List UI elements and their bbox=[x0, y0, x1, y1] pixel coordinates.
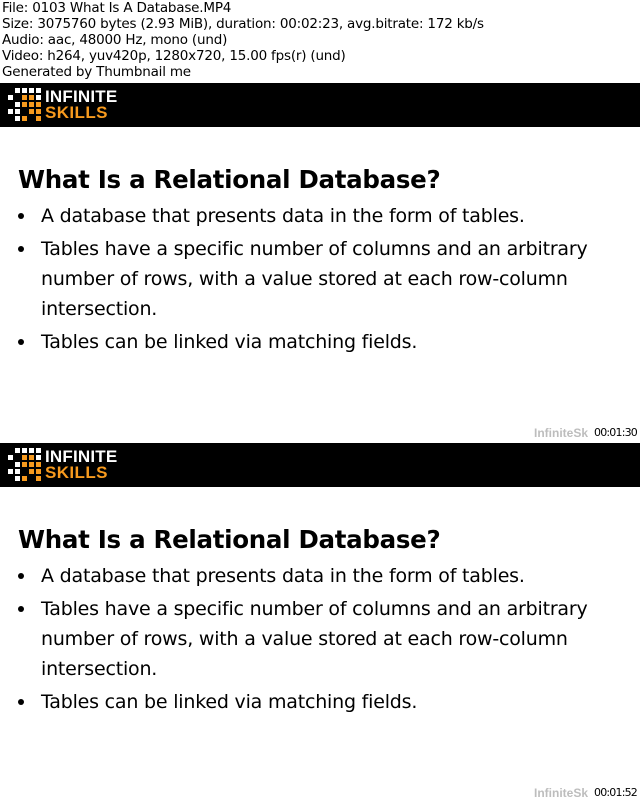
bullet-text: A database that presents data in the form of tables. bbox=[41, 205, 525, 227]
bullet-list bbox=[18, 201, 618, 360]
logo-text-skills: SKILLS bbox=[45, 463, 108, 482]
logo-grid-square bbox=[36, 95, 41, 100]
file-size-text: Size: 3075760 bytes (2.93 MiB), duration: 00:02:23, avg.bitrate: 172 kb/s bbox=[2, 16, 484, 32]
watermark-text: InfiniteSk bbox=[534, 786, 589, 800]
logo-grid-square bbox=[8, 469, 13, 474]
logo-grid-square bbox=[22, 88, 27, 93]
logo-grid-square bbox=[22, 116, 27, 121]
bullet-item bbox=[18, 561, 618, 591]
logo-grid-square bbox=[29, 448, 34, 453]
infinite-skills-logo bbox=[8, 87, 148, 123]
timestamp-text: 00:01:30 bbox=[594, 426, 638, 439]
timestamp-text: 00:01:52 bbox=[594, 786, 638, 799]
logo-grid-square bbox=[29, 102, 34, 107]
logo-grid-square bbox=[22, 95, 27, 100]
bullet-dot-icon bbox=[18, 246, 24, 252]
logo-grid-square bbox=[36, 448, 41, 453]
logo-text-infinite: INFINITE bbox=[45, 87, 118, 106]
logo-grid-icon bbox=[8, 447, 46, 483]
logo-grid-square bbox=[36, 88, 41, 93]
bullet-text: Tables have a specific number of columns and an arbitrary number of rows, with a value stored at each row-column intersection. bbox=[41, 238, 588, 320]
logo-grid-square bbox=[29, 469, 34, 474]
logo-grid-square bbox=[36, 116, 41, 121]
bullet-dot-icon bbox=[18, 606, 24, 612]
logo-grid-square bbox=[8, 109, 13, 114]
bullet-dot-icon bbox=[18, 213, 24, 219]
logo-grid-square bbox=[15, 102, 20, 107]
logo-grid-square bbox=[36, 455, 41, 460]
logo-grid-square bbox=[15, 469, 20, 474]
logo-grid-square bbox=[36, 462, 41, 467]
logo-text-skills: SKILLS bbox=[45, 103, 108, 122]
logo-grid-square bbox=[22, 462, 27, 467]
logo-grid-square bbox=[22, 476, 27, 481]
logo-grid-square bbox=[8, 95, 13, 100]
thumbnail-frame-2 bbox=[0, 443, 640, 803]
logo-grid-square bbox=[29, 455, 34, 460]
bullet-item bbox=[18, 594, 618, 684]
bullet-text: Tables have a specific number of columns and an arbitrary number of rows, with a value stored at each row-column intersection. bbox=[41, 598, 588, 680]
bullet-text: A database that presents data in the form of tables. bbox=[41, 565, 525, 587]
logo-banner bbox=[0, 83, 640, 127]
bullet-item bbox=[18, 687, 618, 717]
logo-grid-square bbox=[36, 476, 41, 481]
logo-grid-square bbox=[15, 109, 20, 114]
bullet-dot-icon bbox=[18, 339, 24, 345]
file-name-text: File: 0103 What Is A Database.MP4 bbox=[2, 0, 232, 16]
logo-grid-square bbox=[22, 102, 27, 107]
generator-text: Generated by Thumbnail me bbox=[2, 64, 191, 80]
logo-text-infinite: INFINITE bbox=[45, 447, 118, 466]
logo-grid-square bbox=[22, 448, 27, 453]
infinite-skills-logo bbox=[8, 447, 148, 483]
logo-grid-square bbox=[15, 116, 20, 121]
logo-grid-square bbox=[29, 462, 34, 467]
bullet-item bbox=[18, 201, 618, 231]
logo-grid-square bbox=[36, 469, 41, 474]
slide-title: What Is a Relational Database? bbox=[18, 525, 441, 554]
logo-grid-square bbox=[29, 109, 34, 114]
logo-banner bbox=[0, 443, 640, 487]
logo-grid-square bbox=[8, 455, 13, 460]
logo-grid-square bbox=[36, 109, 41, 114]
logo-grid-square bbox=[15, 88, 20, 93]
logo-grid-square bbox=[29, 88, 34, 93]
logo-grid-square bbox=[22, 455, 27, 460]
bullet-dot-icon bbox=[18, 573, 24, 579]
bullet-item bbox=[18, 234, 618, 324]
logo-grid-square bbox=[29, 95, 34, 100]
video-info-header bbox=[0, 0, 640, 83]
logo-grid-square bbox=[36, 102, 41, 107]
logo-grid-square bbox=[15, 448, 20, 453]
video-info-text: Video: h264, yuv420p, 1280x720, 15.00 fps(r) (und) bbox=[2, 48, 346, 64]
bullet-text: Tables can be linked via matching fields. bbox=[41, 331, 418, 353]
slide-title: What Is a Relational Database? bbox=[18, 165, 441, 194]
thumbnail-frame-1 bbox=[0, 83, 640, 443]
bullet-list bbox=[18, 561, 618, 720]
watermark-text: InfiniteSk bbox=[534, 426, 589, 440]
audio-info-text: Audio: aac, 48000 Hz, mono (und) bbox=[2, 32, 228, 48]
bullet-item bbox=[18, 327, 618, 357]
logo-grid-square bbox=[15, 476, 20, 481]
bullet-text: Tables can be linked via matching fields. bbox=[41, 691, 418, 713]
bullet-dot-icon bbox=[18, 699, 24, 705]
logo-grid-square bbox=[15, 462, 20, 467]
logo-grid-icon bbox=[8, 87, 46, 123]
